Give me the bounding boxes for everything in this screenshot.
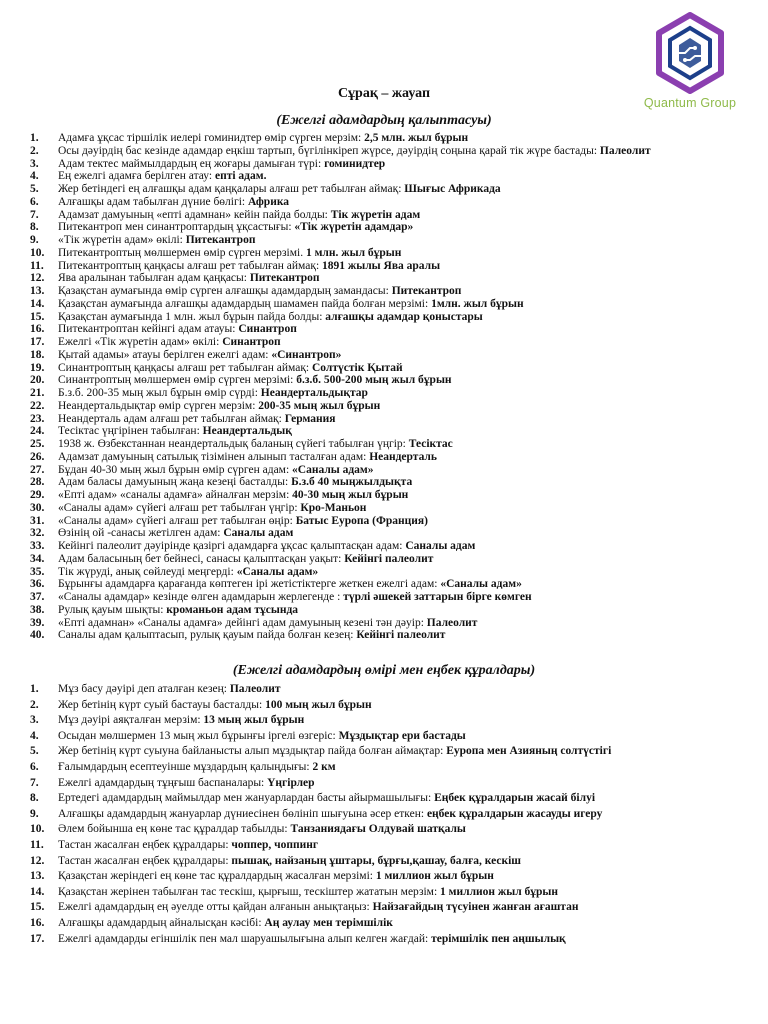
list-item: [0, 698, 760, 714]
item-question: Өзінің ой -санасы жетілген адам:: [58, 527, 224, 540]
item-number: 20.: [30, 374, 45, 387]
item-answer: Батыс Еуропа (Франция): [295, 514, 428, 527]
item-question: Адам баласы дамуының жаңа кезеңі басталды:: [58, 476, 292, 489]
item-answer: түрлі әшекей заттарын бірге көмген: [343, 591, 532, 603]
item-number: 15.: [30, 901, 45, 914]
item-answer: Солтүстік Қытай: [312, 361, 403, 374]
item-answer: Питекантроп: [249, 272, 320, 285]
item-answer: 100 мың жыл бұрын: [265, 698, 372, 711]
list-item: [0, 196, 760, 209]
item-number: 11.: [30, 838, 44, 851]
item-question: Кейінгі палеолит дәуірінде қазіргі адамдарға ұқсас қалыптасқан адам:: [58, 540, 406, 552]
item-answer: Питекантроп: [391, 285, 462, 297]
item-answer: Германия: [284, 412, 336, 425]
item-answer: кроманьон адам тұсында: [166, 603, 299, 616]
list-item: [0, 776, 760, 792]
item-question: «Саналы адамдар» кезінде өлген адамдарын жерлегенде :: [58, 591, 344, 603]
list-item: [0, 145, 760, 158]
list-item: [0, 540, 760, 553]
item-number: 24.: [30, 425, 45, 438]
item-question: Ежелгі адамдардың тұңғыш баспаналары:: [58, 776, 268, 789]
item-question: Тік жүруді, анық сөйлеуді меңгерді:: [58, 565, 237, 578]
list-item: [0, 869, 760, 885]
question-list-life-tools: [0, 682, 760, 947]
item-number: 1.: [30, 132, 39, 144]
item-question: Ғалымдардың есептеуінше мұздардың қалыңдығы:: [58, 760, 313, 773]
list-item: [0, 822, 760, 838]
logo-text: Quantum Group: [643, 96, 737, 110]
item-question: Қазақстан аумағында 1 млн. жыл бұрын пайда болды:: [58, 310, 326, 323]
item-number: 13.: [30, 285, 45, 297]
question-list-formation: [0, 132, 760, 642]
item-question: Тастан жасалған еңбек құралдары:: [58, 854, 232, 867]
item-number: 17.: [30, 336, 45, 348]
item-question: Неандерталь адам алғаш рет табылған аймақ:: [58, 412, 285, 425]
list-item: [0, 374, 760, 387]
list-item: [0, 553, 760, 566]
item-number: 3.: [30, 714, 39, 727]
list-item: [0, 438, 760, 451]
item-answer: 1891 жылы Ява аралы: [322, 259, 441, 272]
item-answer: епті адам.: [214, 170, 267, 183]
item-number: 15.: [30, 310, 45, 323]
item-answer: Үңгірлер: [267, 776, 315, 789]
item-answer: Мұздықтар ери бастады: [338, 729, 466, 742]
item-answer: Неандертальдық: [202, 425, 292, 438]
item-question: Б.з.б. 200-35 мың жыл бұрын өмір сүрді:: [58, 387, 261, 399]
item-answer: Синантроп: [222, 336, 281, 348]
item-answer: Еуропа мен Азияның солтүстігі: [446, 745, 612, 758]
item-question: Жер бетіндегі ең алғашқы адам қаңқалары алғаш рет табылған аймақ:: [58, 183, 405, 195]
item-number: 4.: [30, 170, 39, 183]
item-question: Ежелгі «Тік жүретін адам» өкілі:: [58, 336, 223, 348]
item-answer: гоминидтер: [324, 157, 386, 170]
item-number: 28.: [30, 476, 45, 489]
list-item: [0, 234, 760, 247]
item-answer: пышақ, найзаның ұштары, бұрғы,қашау, балға, кескіш: [231, 854, 522, 867]
item-question: Адамға ұқсас тіршілік иелері гоминидтер өмір сүрген мерзім:: [58, 132, 365, 144]
list-item: [0, 729, 760, 745]
item-number: 6.: [30, 760, 39, 773]
item-question: Қытай адамы» атауы берілген ежелгі адам:: [58, 348, 272, 361]
list-item: [0, 272, 760, 285]
item-number: 17.: [30, 932, 45, 945]
list-item: [0, 247, 760, 260]
list-item: [0, 629, 760, 642]
item-question: Жер бетінің күрт суый бастауы басталды:: [58, 698, 266, 711]
item-question: Синантроптың қаңқасы алғаш рет табылған аймақ:: [58, 361, 312, 374]
item-question: Алғашқы адамдардың айналысқан кәсібі:: [58, 916, 265, 929]
list-item: [0, 744, 760, 760]
item-question: Алғашқы адам табылған дүние бөлігі:: [58, 195, 248, 208]
item-number: 12.: [30, 272, 45, 285]
item-number: 37.: [30, 591, 45, 603]
item-question: Ертедегі адамдардың маймылдар мен жануарлардан басты айырмашылығы:: [58, 792, 435, 805]
item-number: 34.: [30, 552, 45, 565]
list-item: [0, 336, 760, 349]
list-item: [0, 807, 760, 823]
item-question: «Саналы адам» сүйегі алғаш рет табылған үңгір:: [58, 501, 301, 514]
list-item: [0, 209, 760, 222]
item-question: Ең ежелгі адамға берілген атау:: [58, 170, 215, 183]
section-title-life-tools: (Ежелгі адамдардың өмірі мен еңбек құралдары): [232, 663, 536, 678]
item-answer: «Синантроп»: [271, 348, 342, 361]
item-answer: Тік жүретін адам: [330, 208, 421, 221]
item-number: 40.: [30, 629, 45, 642]
item-answer: 2,5 млн. жыл бұрын: [364, 132, 469, 144]
item-number: 9.: [30, 807, 39, 820]
item-answer: Найзағайдың түсуінен жанған ағаштан: [372, 901, 579, 914]
list-item: [0, 900, 760, 916]
item-number: 21.: [30, 387, 45, 399]
item-number: 7.: [30, 208, 39, 221]
item-question: Тесіктас үңгірінен табылған:: [58, 425, 203, 438]
item-answer: Кейінгі палеолит: [344, 552, 434, 565]
item-question: Тастан жасалған еңбек құралдары:: [58, 838, 232, 851]
item-number: 8.: [30, 221, 39, 234]
list-item: [0, 916, 760, 932]
page-title: Сұрақ – жауап: [337, 86, 431, 101]
list-item: [0, 311, 760, 324]
item-answer: 1млн. жыл бұрын: [431, 297, 524, 310]
item-answer: алғашқы адамдар қоныстары: [325, 310, 483, 323]
list-item: [0, 760, 760, 776]
list-item: [0, 413, 760, 426]
item-answer: «Саналы адам»: [236, 565, 319, 578]
item-answer: 13 мың жыл бұрын: [203, 714, 305, 727]
list-item: [0, 566, 760, 579]
item-number: 29.: [30, 489, 45, 501]
item-number: 5.: [30, 745, 39, 758]
item-question: Жер бетінің күрт суыуна байланысты алып мұздықтар пайда болған аймақтар:: [58, 745, 447, 758]
list-item: [0, 170, 760, 183]
list-item: [0, 400, 760, 413]
item-question: 1938 ж. Өзбекстаннан неандертальдық баланың сүйегі табылған үңгір:: [58, 438, 409, 450]
item-answer: Палеолит: [229, 683, 281, 695]
item-number: 36.: [30, 578, 45, 591]
item-answer: 2 км: [312, 760, 336, 773]
item-number: 16.: [30, 323, 45, 336]
item-question: «Тік жүретін адам» өкілі:: [58, 234, 186, 246]
item-answer: Танзаниядағы Олдувай шатқалы: [290, 823, 466, 836]
item-question: Қазақстан жерінен табылған тас тескіш, қырғыш, тескіштер жататын мерзім:: [58, 885, 441, 898]
list-item: [0, 451, 760, 464]
item-number: 27.: [30, 463, 45, 476]
item-answer: «Саналы адам»: [292, 463, 374, 476]
item-number: 3.: [30, 157, 39, 170]
item-question: Адамзат дамуының сатылық тізімінен алынып тасталған адам:: [58, 450, 370, 463]
item-question: Осы дәуірдің бас кезінде адамдар еңкіш тартып, бүгілінкіреп жүрсе, дәуірдің соңына қарай тік жүре бастады:: [58, 144, 600, 157]
list-item: [0, 298, 760, 311]
item-answer: Палеолит: [426, 616, 478, 629]
item-question: Неандертальдықтар өмір сүрген мерзім:: [58, 399, 259, 412]
item-answer: еңбек құралдарын жасауды игеру: [426, 807, 603, 820]
item-question: Қазақстан жеріндегі ең көне тас құралдардың жасалған мерзімі:: [58, 870, 376, 883]
list-item: [0, 502, 760, 515]
quantum-group-hexagon-icon: [655, 12, 725, 94]
item-answer: «Саналы адам»: [440, 578, 522, 591]
item-question: Питекантроптан кейінгі адам атауы:: [58, 323, 239, 336]
item-answer: Синантроп: [238, 323, 297, 336]
item-number: 7.: [30, 776, 39, 789]
list-item: [0, 221, 760, 234]
item-question: Мұз басу дәуірі деп аталған кезең:: [58, 683, 230, 695]
list-item: [0, 713, 760, 729]
item-question: Ежелгі адамдардың ең әуелде отты қайдан алғанын анықтаңыз:: [58, 901, 373, 914]
list-item: [0, 791, 760, 807]
item-answer: 200-35 мың жыл бұрын: [258, 399, 381, 412]
item-number: 33.: [30, 540, 45, 552]
item-number: 39.: [30, 616, 45, 629]
item-question: Бұдан 40-30 мың жыл бұрын өмір сүрген адам:: [58, 463, 293, 476]
list-item: [0, 132, 760, 145]
list-item: [0, 476, 760, 489]
item-question: Питекантроптың мөлшермен өмір сүрген мерзімі.: [58, 246, 306, 259]
item-number: 8.: [30, 792, 39, 805]
item-number: 35.: [30, 565, 45, 578]
item-number: 18.: [30, 348, 45, 361]
item-question: Питекантроптың қаңқасы алғаш рет табылған аймақ:: [58, 259, 323, 272]
list-item: [0, 362, 760, 375]
list-item: [0, 489, 760, 502]
item-question: Қазақстан аумағында өмір сүрген алғашқы адамдардың замандасы:: [58, 285, 392, 297]
item-number: 9.: [30, 234, 39, 246]
item-question: Саналы адам қалыптасып, рулық қауым пайда болған кезең:: [58, 629, 357, 642]
list-item: [0, 617, 760, 630]
item-number: 26.: [30, 450, 45, 463]
item-answer: 1 млн. жыл бұрын: [305, 246, 402, 259]
item-question: Питекантроп мен синантроптардың ұқсастығы:: [58, 221, 295, 234]
list-item: [0, 854, 760, 870]
item-question: «Саналы адам» сүйегі алғаш рет табылған өңір:: [58, 514, 296, 527]
item-answer: Шығыс Африкада: [404, 183, 501, 195]
item-answer: Палеолит: [599, 144, 651, 157]
item-answer: 1 миллион жыл бұрын: [440, 885, 559, 898]
item-answer: Неандертальдықтар: [260, 387, 368, 399]
item-number: 5.: [30, 183, 39, 195]
item-question: Мұз дәуірі аяқталған мерзім:: [58, 714, 204, 727]
item-answer: 1 миллион жыл бұрын: [375, 870, 494, 883]
item-number: 25.: [30, 438, 45, 450]
item-question: Осыдан мөлшермен 13 мың жыл бұрынғы іргелі өзгеріс:: [58, 729, 339, 742]
item-number: 22.: [30, 399, 45, 412]
item-number: 11.: [30, 259, 44, 272]
list-item: [0, 932, 760, 948]
item-question: Рулық қауым шықты:: [58, 603, 167, 616]
item-answer: Неандерталь: [369, 450, 437, 463]
item-number: 13.: [30, 870, 45, 883]
item-question: Әлем бойынша ең көне тас құралдар табылды:: [58, 823, 291, 836]
item-question: Адам баласының бет бейнесі, санасы қалыптасқан уақыт:: [58, 552, 345, 565]
item-answer: Саналы адам: [223, 527, 294, 540]
item-number: 19.: [30, 361, 45, 374]
list-item: [0, 885, 760, 901]
item-number: 16.: [30, 916, 45, 929]
item-question: «Епті адамнан» «Саналы адамға» дейінгі адам дамуының кезені тән дәуір:: [58, 616, 427, 629]
item-answer: 40-30 мың жыл бұрын: [292, 489, 409, 501]
item-question: Ежелгі адамдарды егіншілік пен мал шаруашылығына алып келген жағдай:: [58, 932, 432, 945]
item-answer: чоппер, чоппинг: [231, 838, 319, 851]
item-question: Ява аралынан табылған адам қаңқасы:: [58, 272, 250, 285]
item-answer: Тесіктас: [408, 438, 453, 450]
list-item: [0, 838, 760, 854]
list-item: [0, 578, 760, 591]
item-question: Адамзат дамуының «епті адамнан» кейін пайда болды:: [58, 208, 331, 221]
item-number: 2.: [30, 144, 39, 157]
item-number: 30.: [30, 501, 45, 514]
item-number: 14.: [30, 885, 45, 898]
item-question: Қазақстан аумағында алғашқы адамдардың шамамен пайда болған мерзімі:: [58, 297, 432, 310]
item-answer: Аң аулау мен терімшілік: [264, 916, 393, 929]
item-answer: Кейінгі палеолит: [356, 629, 446, 642]
section-title-formation: (Ежелгі адамдардың қалыптасуы): [276, 113, 492, 128]
item-number: 4.: [30, 729, 39, 742]
list-item: [0, 323, 760, 336]
item-answer: Питекантроп: [185, 234, 256, 246]
item-question: Синантроптың мөлшермен өмір сүрген мерзімі:: [58, 374, 297, 387]
list-item: [0, 183, 760, 196]
list-item: [0, 387, 760, 400]
list-item: [0, 591, 760, 604]
list-item: [0, 425, 760, 438]
list-item: [0, 604, 760, 617]
list-item: [0, 515, 760, 528]
item-question: Адам тектес маймылдардың ең жоғары дамыған түрі:: [58, 157, 325, 170]
item-answer: Еңбек құралдарын жасай білуі: [434, 792, 596, 805]
item-question: Алғашқы адамдардың жануарлар дүниесінен бөлініп шығуына әсер еткен:: [58, 807, 427, 820]
item-answer: Африка: [247, 195, 290, 208]
item-number: 10.: [30, 246, 45, 259]
item-number: 23.: [30, 412, 45, 425]
item-answer: Б.з.б 40 мыңжылдықта: [291, 476, 413, 489]
item-number: 10.: [30, 823, 45, 836]
item-number: 38.: [30, 603, 45, 616]
item-answer: «Тік жүретін адамдар»: [294, 221, 414, 234]
list-item: [0, 464, 760, 477]
list-item: [0, 260, 760, 273]
item-number: 2.: [30, 698, 39, 711]
list-item: [0, 285, 760, 298]
item-answer: Саналы адам: [405, 540, 476, 552]
item-number: 1.: [30, 683, 39, 695]
item-number: 31.: [30, 514, 45, 527]
list-item: [0, 682, 760, 698]
item-number: 12.: [30, 854, 45, 867]
list-item: [0, 349, 760, 362]
item-number: 6.: [30, 195, 39, 208]
item-answer: терімшілік пен аңшылық: [431, 932, 566, 945]
item-question: Бұрынғы адамдарға қарағанда көптеген ірі жетістіктерге жеткен ежелгі адам:: [58, 578, 441, 591]
item-question: «Епті адам» «саналы адамға» айналған мерзім:: [58, 489, 293, 501]
item-number: 14.: [30, 297, 45, 310]
list-item: [0, 527, 760, 540]
item-answer: Кро-Маньон: [300, 501, 367, 514]
item-answer: б.з.б. 500-200 мың жыл бұрын: [296, 374, 452, 387]
list-item: [0, 158, 760, 171]
item-number: 32.: [30, 527, 45, 540]
